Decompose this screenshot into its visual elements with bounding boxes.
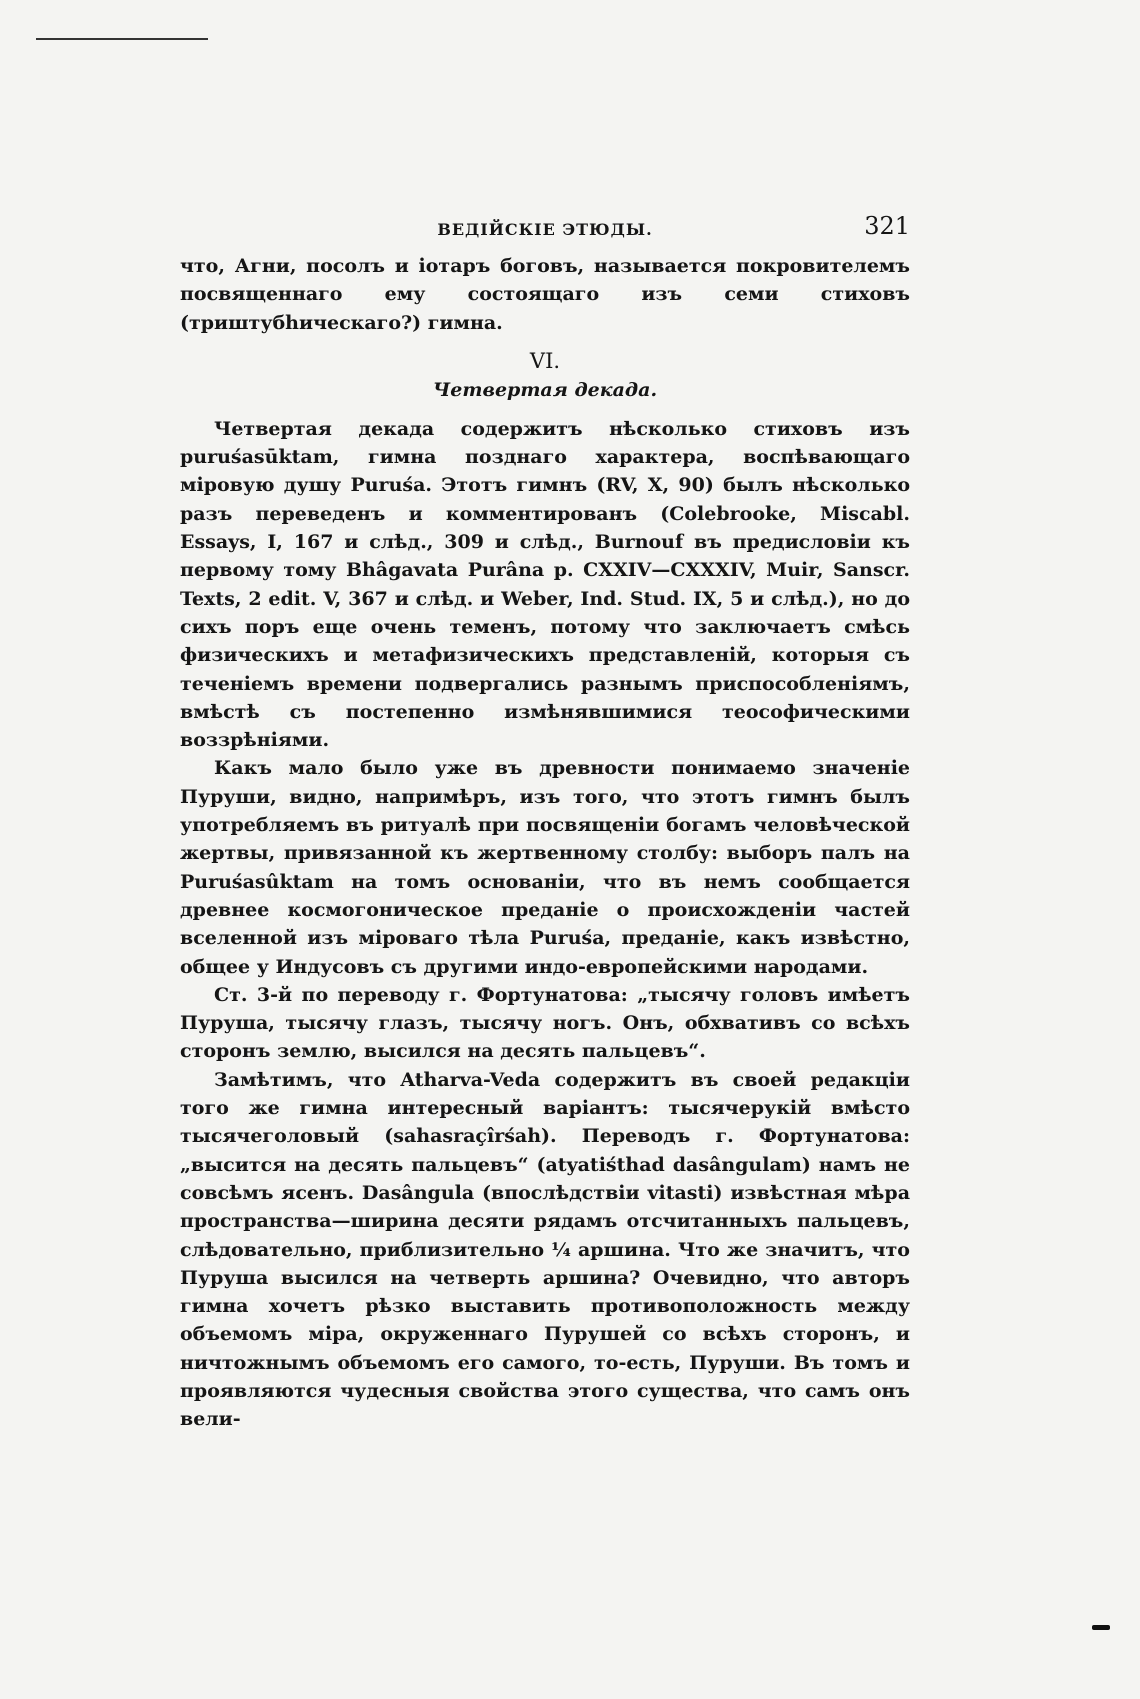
opening-paragraph: что, Агни, посолъ и іотаръ боговъ, называется покровителемъ посвященнаго ему состоящаго изъ семи стиховъ (триштубhическаго?) гимна. [180,255,910,334]
body-paragraph: Какъ мало было уже въ древности понимаемо значеніе Пуруши, видно, напримѣръ, изъ того, что этотъ гимнъ былъ употребляемъ въ ритуалѣ при посвященіи богамъ человѣческой жертвы, привязанной къ жертвенному столбу: выборъ палъ на Puruśasûktam на томъ основаніи, что въ немъ сообщается древнее космогоническое преданіе о происхожденіи частей вселенной изъ міроваго тѣла Puruśa, преданіе, какъ извѣстно, общее у Индусовъ съ другими индо-европейскими народами. [180,757,910,978]
page-number: 321 [864,212,910,240]
section-title: Четвертая декада. [432,378,658,401]
body-paragraph: Ст. 3-й по переводу г. Фортунатова: „тысячу головъ имѣетъ Пуруша, тысячу глазъ, тысячу ногъ. Онъ, обхвативъ со всѣхъ сторонъ землю, высился на десять пальцевъ“. [180,983,910,1063]
body-paragraph: Замѣтимъ, что Atharva-Veda содержитъ въ своей редакціи того же гимна интересный варіантъ: тысячерукій вмѣсто тысячеголовый (sahasraçîrśah). Переводъ г. Фортунатова: „высится на десять пальцевъ“ (atyatiśthad dasângulam) намъ не совсѣмъ ясенъ. Dasângula (впослѣдствіи vitasti) извѣстная мѣра пространства—ширина десяти рядамъ отсчитанныхъ пальцевъ, слѣдовательно, приблизительно ¼ аршина. Что же значитъ, что Пуруша высился на четверть аршина? Очевидно, что авторъ гимна хочетъ рѣзко выставить противоположность между объемомъ міра, окруженнаго Пурушей со всѣхъ сторонъ, и ничтожнымъ объемомъ его самого, то-есть, Пуруши. Въ томъ и проявляются чудесныя свойства этого существа, что самъ онъ вели- [180,1068,910,1431]
section-number: VI. [529,348,561,373]
running-title: ВЕДІЙСКІЕ ЭТЮДЫ. [437,220,653,239]
margin-mark [1092,1625,1110,1630]
body-paragraph: Четвертая декада содержитъ нѣсколько стиховъ изъ puruśasūktam, гимна позднаго характера, воспѣвающаго міровую душу Puruśa. Этотъ гимнъ (RV, X, 90) былъ нѣсколько разъ переведенъ и комментированъ (Colebrooke, Miscabl. Essays, I, 167 и слѣд., 309 и слѣд., Burnouf въ предисловіи къ первому тому Bhâgavata Purâna p. CXXIV—CXXXIV, Muir, Sanscr. Texts, 2 edit. V, 367 и слѣд. и Weber, Ind. Stud. IX, 5 и слѣд.), но до сихъ поръ еще очень теменъ, потому что заключаетъ смѣсь физическихъ и метафизическихъ представленій, которыя съ теченіемъ времени подвергались разнымъ приспособленіямъ, вмѣстѣ съ постепенно измѣнявшимися теософическими воззрѣніями. [180,417,910,752]
running-head [180,212,910,252]
top-scan-rule [36,38,208,40]
book-page [180,212,910,1434]
